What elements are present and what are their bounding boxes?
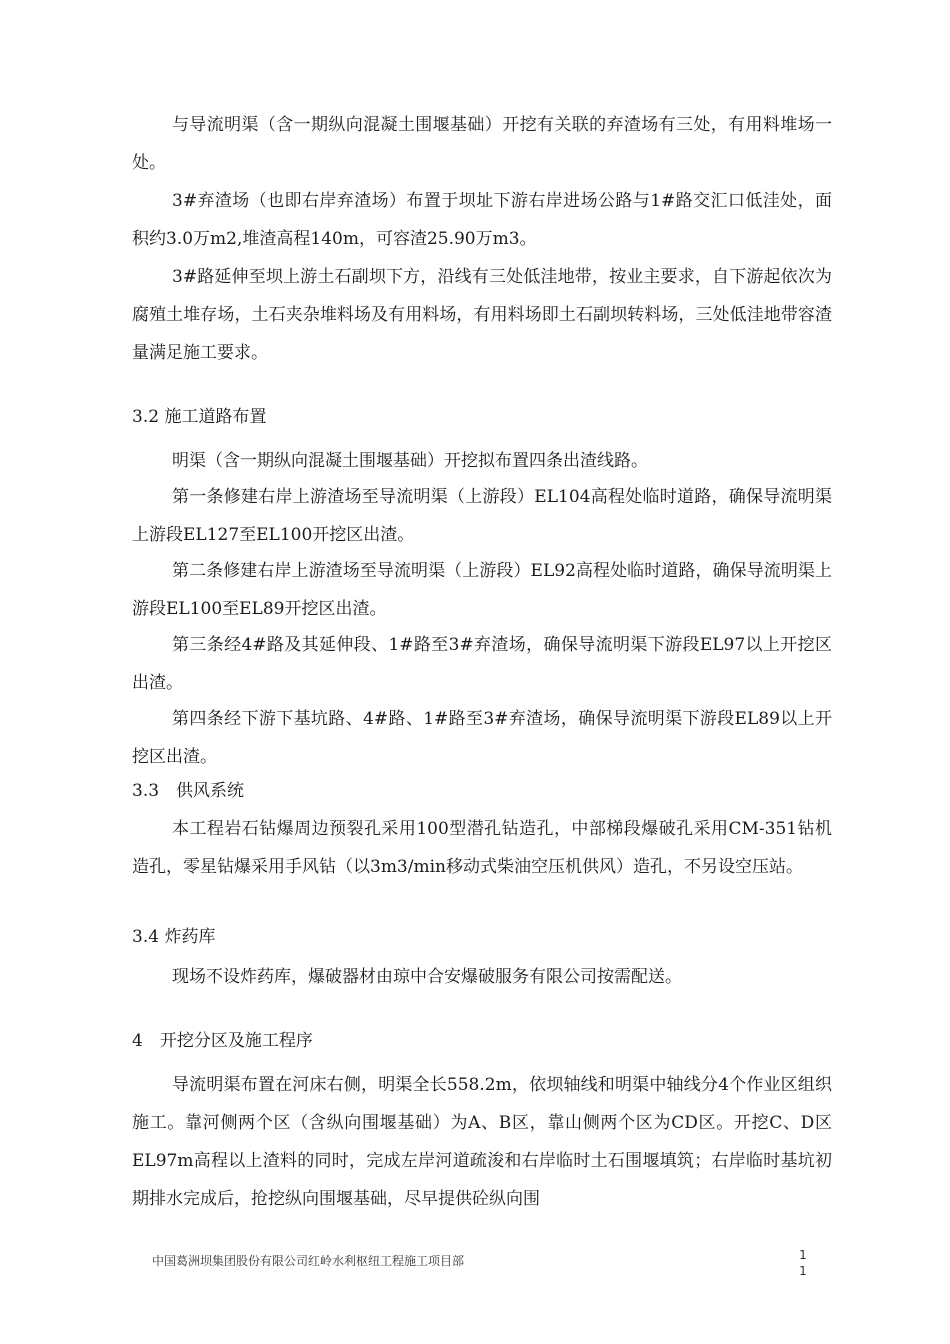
paragraph-route-2: 第二条修建右岸上游渣场至导流明渠（上游段）EL92高程处临时道路，确保导流明渠上游段EL100至EL89开挖区出渣。 (132, 561, 832, 619)
heading-3-2: 3.2 施工道路布置 (132, 407, 267, 427)
footer-company: 中国葛洲坝集团股份有限公司红岭水利枢纽工程施工项目部 (152, 1254, 465, 1268)
heading-3-3: 3.3 供风系统 (132, 781, 245, 801)
paragraph-spoil-sites: 与导流明渠（含一期纵向混凝土围堰基础）开挖有关联的弃渣场有三处，有用料堆场一处。 (132, 115, 832, 173)
paragraph-spoil-site-3: 3#弃渣场（也即右岸弃渣场）布置于坝址下游右岸进场公路与1#路交汇口低洼处，面积约3.0万m2,堆渣高程140m，可容渣25.90万m3。 (132, 191, 832, 249)
paragraph-routes-intro: 明渠（含一期纵向混凝土围堰基础）开挖拟布置四条出渣线路。 (172, 451, 648, 471)
paragraph-excavation-zones: 导流明渠布置在河床右侧，明渠全长558.2m，依坝轴线和明渠中轴线分4个作业区组织施工。靠河侧两个区（含纵向围堰基础）为A、B区，靠山侧两个区为CD区。开挖C、D区EL97m高程以上渣料的同时，完成左岸河道疏浚和右岸临时土石围堰填筑；右岸临时基坑初期排水完成后，抢挖纵向围堰基础，尽早提供砼纵向围 (132, 1075, 832, 1209)
paragraph-route-3: 第三条经4#路及其延伸段、1#路至3#弃渣场，确保导流明渠下游段EL97以上开挖区出渣。 (132, 635, 832, 693)
heading-4: 4 开挖分区及施工程序 (132, 1031, 313, 1051)
page-number: 1 1 (799, 1248, 807, 1278)
heading-3-4: 3.4 炸药库 (132, 927, 216, 947)
paragraph-route-1: 第一条修建右岸上游渣场至导流明渠（上游段）EL104高程处临时道路，确保导流明渠上游段EL127至EL100开挖区出渣。 (132, 487, 832, 545)
paragraph-route-4: 第四条经下游下基坑路、4#路、1#路至3#弃渣场，确保导流明渠下游段EL89以上开挖区出渣。 (132, 709, 832, 767)
paragraph-road-3-extension: 3#路延伸至坝上游土石副坝下方，沿线有三处低洼地带，按业主要求，自下游起依次为腐殖土堆存场，土石夹杂堆料场及有用料场，有用料场即土石副坝转料场，三处低洼地带容渣量满足施工要求。 (132, 267, 832, 363)
paragraph-air-supply: 本工程岩石钻爆周边预裂孔采用100型潜孔钻造孔，中部梯段爆破孔采用CM-351钻机造孔，零星钻爆采用手风钻（以3m3/min移动式柴油空压机供风）造孔，不另设空压站。 (132, 819, 832, 877)
paragraph-explosives: 现场不设炸药库，爆破器材由琼中合安爆破服务有限公司按需配送。 (172, 967, 682, 987)
